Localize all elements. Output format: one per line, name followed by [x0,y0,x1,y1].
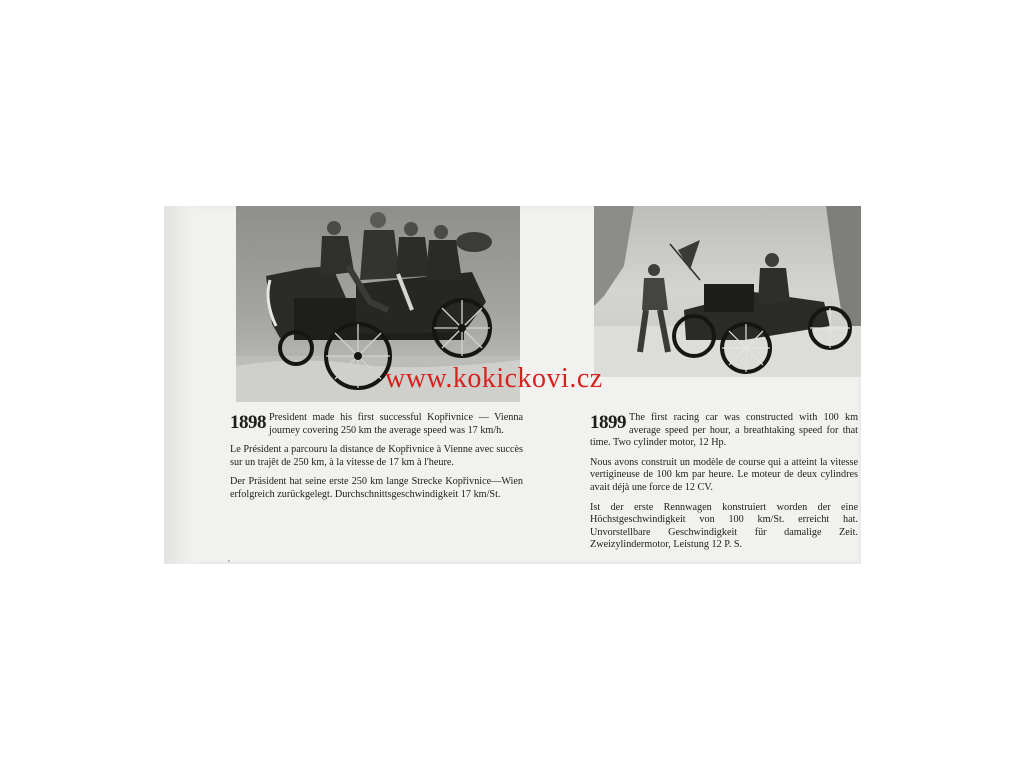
caption-1899-english [590,412,858,450]
caption-1899-french: Nous avons construit un modèle de course qui a atteint la vitesse vertigineuse de 100 km par heure. Le moteur de deux cylindres avait déjà une force de 12 CV. [590,456,858,493]
caption-1898-english-text: President made his first successful Kopřivnice — Vienna journey covering 250 km the average speed was 17 km/h. [269,412,523,436]
watermark-url: www.kokickovi.cz [385,363,603,394]
year-1898: 1898 [230,412,266,433]
caption-1899 [590,412,858,559]
caption-1898-english [230,412,523,437]
page-speck [228,560,230,562]
year-1899: 1899 [590,412,626,433]
page-shadow [164,206,194,564]
caption-1898-german: Der Präsident hat seine erste 250 km lange Strecke Kopřivnice—Wien erfolgreich zurückgelegt. Durchschnittsgeschwindigkeit 17 km/St. [230,476,523,500]
caption-1899-english-text: The first racing car was constructed with 100 km average speed per hour, a breathtaking speed for that time. Two cylinder motor, 12 Hp. [590,412,858,449]
caption-1898 [230,412,523,509]
caption-1899-german: Ist der erste Rennwagen konstruiert worden der eine Höchstgeschwindigkeit von 100 km/St. erreicht hat. Unvorstellbare Geschwindigkeit für damalige Zeit. Zweizylindermotor, Leistung 12 P. S. [590,501,858,551]
photo-1899-racing-car [594,206,861,377]
caption-1898-french: Le Président a parcouru la distance de Kopřivnice à Vienne avec succès sur un trajêt de 250 km, à la vitesse de 17 km à l'heure. [230,444,523,468]
